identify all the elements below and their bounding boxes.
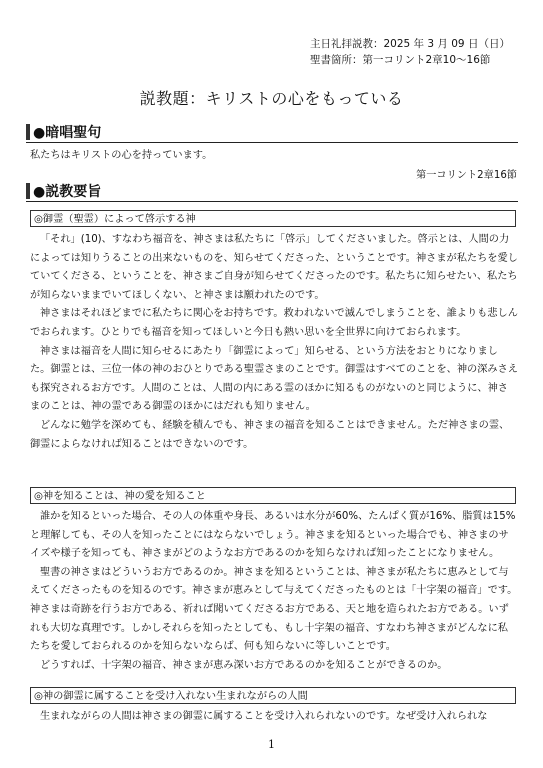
heading-bar [26, 183, 30, 199]
paragraph: どんなに勉学を深めても、経験を積んでも、神さまの福音を知ることはできません。ただ神さまの霊、御霊によらなければ知ることはできないのです。 [30, 419, 510, 450]
paragraph: 生まれながらの人間は神さまの御霊に属することを受け入れられないのです。なぜ受け入れられな [40, 711, 488, 722]
paragraph: 「それ」(10)、すなわち福音を、神さまは私たちに「啓示」してくださいました。啓示とは、人間の力によっては知りうることの出来ないものを、知らせてくださった、ということです。神さまが私たちを愛していてくださる、ということを、神さまご自身が知らせてくださったのです。私たちに知らせたい、私たちが知らないままでいてほしくない、と神さまは願われたのです。 [30, 234, 518, 301]
paragraph: どうすれば、十字架の福音、神さまが恵み深いお方であるのかを知ることができるのか。 [40, 659, 448, 671]
heading-bar [26, 124, 30, 140]
paragraph: 誰かを知るといった場合、その人の体重や身長、あるいは水分が60%、たんぱく質が16%、脂質は15%と理解しても、その人を知ったことにはならないでしょう。神さまを知るといった場合でも、神さまのサイズや様子を知っても、神さまがどのようなお方であるのかを知らなければ知ったことになりません。 [30, 511, 516, 560]
sermon-summary-heading [26, 183, 518, 202]
subsection-heading: ◎神の御霊に属することを受け入れない生まれながらの人間 [30, 687, 516, 704]
memory-verse-heading-text: ●暗唱聖句 [33, 125, 102, 141]
scripture-reference: 聖書箇所：第一コリント2章10～16節 [310, 54, 491, 66]
paragraph: 聖書の神さまはどういうお方であるのか。神さまを知るということは、神さまが私たちに恵みとして与えてくださったものを知るのです。神さまが恵みとして与えてくださったものとは「十字架の福音」です。神さまは奇跡を行うお方である、祈れば聞いてくださるお方である、天と地を造られたお方である。いずれも大切な真理です。しかしそれらを知ったとしても、もし十字架の福音、すなわち神さまがどんなに私たちを愛しておられるのかを知らないならば、何も知らないに等しいことです。 [30, 566, 518, 653]
header-meta [310, 36, 520, 68]
memory-verse-reference: 第一コリント2章16節 [416, 170, 517, 181]
subsection-body [30, 708, 518, 727]
sermon-summary-heading-text: ●説教要旨 [33, 184, 102, 200]
sermon-title: 説教題：キリストの心をもっている [139, 89, 404, 108]
page-number: 1 [268, 738, 275, 751]
memory-verse-heading [26, 124, 518, 143]
paragraph: 神さまは福音を人間に知らせるにあたり「御霊によって」知らせる、という方法をおとりになりました。御霊とは、三位一体の神のおひとりである聖霊さまのことです。御霊はすべてのことを、神の深みさえも探究されるお方です。人間のことは、人間の内にある霊のほかに知るものがないのと同じように、神さまのことは、神の霊である御霊のほかにはだれも知りません。 [30, 345, 518, 413]
subsection-body [30, 508, 518, 675]
subsection-heading: ◎御霊（聖霊）によって啓示する神 [30, 210, 516, 227]
sermon-date: 主日礼拝説教：2025 年 3 月 09 日（日） [310, 38, 510, 50]
memory-verse-text: 私たちはキリストの心を持っています。 [30, 150, 213, 161]
subsection-heading: ◎神を知ることは、神の愛を知ること [30, 487, 516, 504]
paragraph: 神さまはそれほどまでに私たちに関心をお持ちです。救われないで滅んでしまうことを、誰よりも悲しんでおられます。ひとりでも福音を知ってほしいと今日も熱い思いを全世界に向けておられます。 [30, 308, 518, 338]
subsection-body [30, 231, 518, 454]
